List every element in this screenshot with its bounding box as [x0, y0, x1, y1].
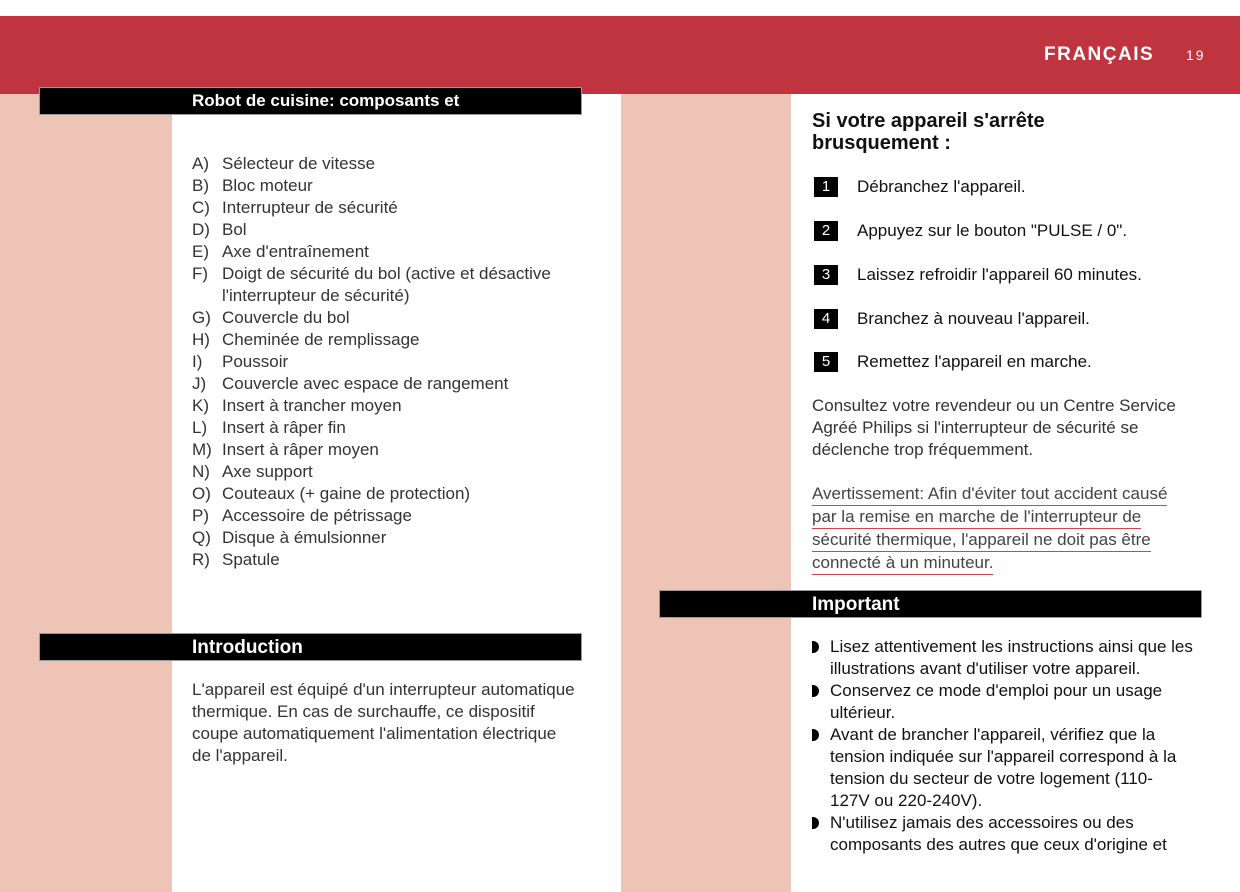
list-item: D) Bol — [192, 220, 247, 239]
warning-text: Avertissement: Afin d'éviter tout accident causé par la remise en marche de l'interrupteur de sécurité thermique, l'appareil ne doit pas être connecté à un minuteur. — [812, 483, 1167, 575]
components-heading-bar — [39, 87, 582, 115]
right-margin-band — [621, 94, 791, 892]
list-item: H) Cheminée de remplissage — [192, 330, 420, 349]
list-item: Q) Disque à émulsionner — [192, 528, 387, 547]
list-item: N) Axe support — [192, 462, 313, 481]
list-item: E) Axe d'entraînement — [192, 242, 369, 261]
list-item: N'utilisez jamais des accessoires ou des composants des autres que ceux d'origine et — [812, 812, 1202, 856]
list-item: F) Doigt de sécurité du bol (active et désactive l'interrupteur de sécurité) — [192, 264, 551, 305]
list-item: K) Insert à trancher moyen — [192, 396, 402, 415]
important-list — [812, 636, 1202, 856]
step-number: 5 — [814, 352, 838, 372]
introduction-heading-bar — [39, 633, 582, 661]
bullet-icon — [812, 641, 819, 653]
components-heading: Robot de cuisine: composants et — [192, 91, 460, 110]
list-item: B) Bloc moteur — [192, 176, 313, 195]
list-item: O) Couteaux (+ gaine de protection) — [192, 484, 471, 503]
step-text: Laissez refroidir l'appareil 60 minutes. — [857, 265, 1142, 284]
list-item: A) Sélecteur de vitesse — [192, 154, 376, 173]
step-number: 1 — [814, 177, 838, 197]
step-text: Appuyez sur le bouton "PULSE / 0". — [857, 221, 1128, 240]
list-item: I) Poussoir — [192, 352, 289, 371]
consult-text: Consultez votre revendeur ou un Centre Service Agréé Philips si l'interrupteur de sécurité se déclenche trop fréquemment. — [812, 396, 1176, 459]
step-number: 4 — [814, 309, 838, 329]
list-item: M) Insert à râper moyen — [192, 440, 379, 459]
introduction-text: L'appareil est équipé d'un interrupteur automatique thermique. En cas de surchauffe, ce dispositif coupe automatiquement l'alimentation électrique de l'appareil. — [192, 680, 575, 765]
step-text: Débranchez l'appareil. — [857, 177, 1026, 196]
list-item: Lisez attentivement les instructions ainsi que les illustrations avant d'utiliser votre appareil. — [812, 636, 1202, 680]
page-number: 19 — [1186, 47, 1206, 63]
language-label: FRANÇAIS — [1044, 44, 1155, 65]
list-item: Avant de brancher l'appareil, vérifiez que la tension indiquée sur l'appareil correspond à la tension du secteur de votre logement (110-127V ou 220-240V). — [812, 724, 1182, 812]
step-text: Remettez l'appareil en marche. — [857, 352, 1092, 371]
bullet-icon — [812, 729, 819, 741]
step-text: Branchez à nouveau l'appareil. — [857, 309, 1090, 328]
list-item: P) Accessoire de pétrissage — [192, 506, 412, 525]
list-item: G) Couvercle du bol — [192, 308, 350, 327]
left-margin-band — [0, 94, 172, 892]
introduction-heading: Introduction — [192, 637, 303, 658]
bullet-icon — [812, 685, 819, 697]
list-item: L) Insert à râper fin — [192, 418, 346, 437]
step-number: 3 — [814, 265, 838, 285]
stop-heading: Si votre appareil s'arrête brusquement : — [812, 110, 1045, 154]
important-heading: Important — [812, 594, 900, 615]
list-item: C) Interrupteur de sécurité — [192, 198, 398, 217]
components-list — [192, 153, 572, 571]
list-item: J) Couvercle avec espace de rangement — [192, 374, 509, 393]
list-item: R) Spatule — [192, 550, 280, 569]
step-number: 2 — [814, 221, 838, 241]
important-heading-bar — [659, 590, 1202, 618]
bullet-icon — [812, 817, 819, 829]
list-item: Conservez ce mode d'emploi pour un usage ultérieur. — [812, 680, 1202, 724]
